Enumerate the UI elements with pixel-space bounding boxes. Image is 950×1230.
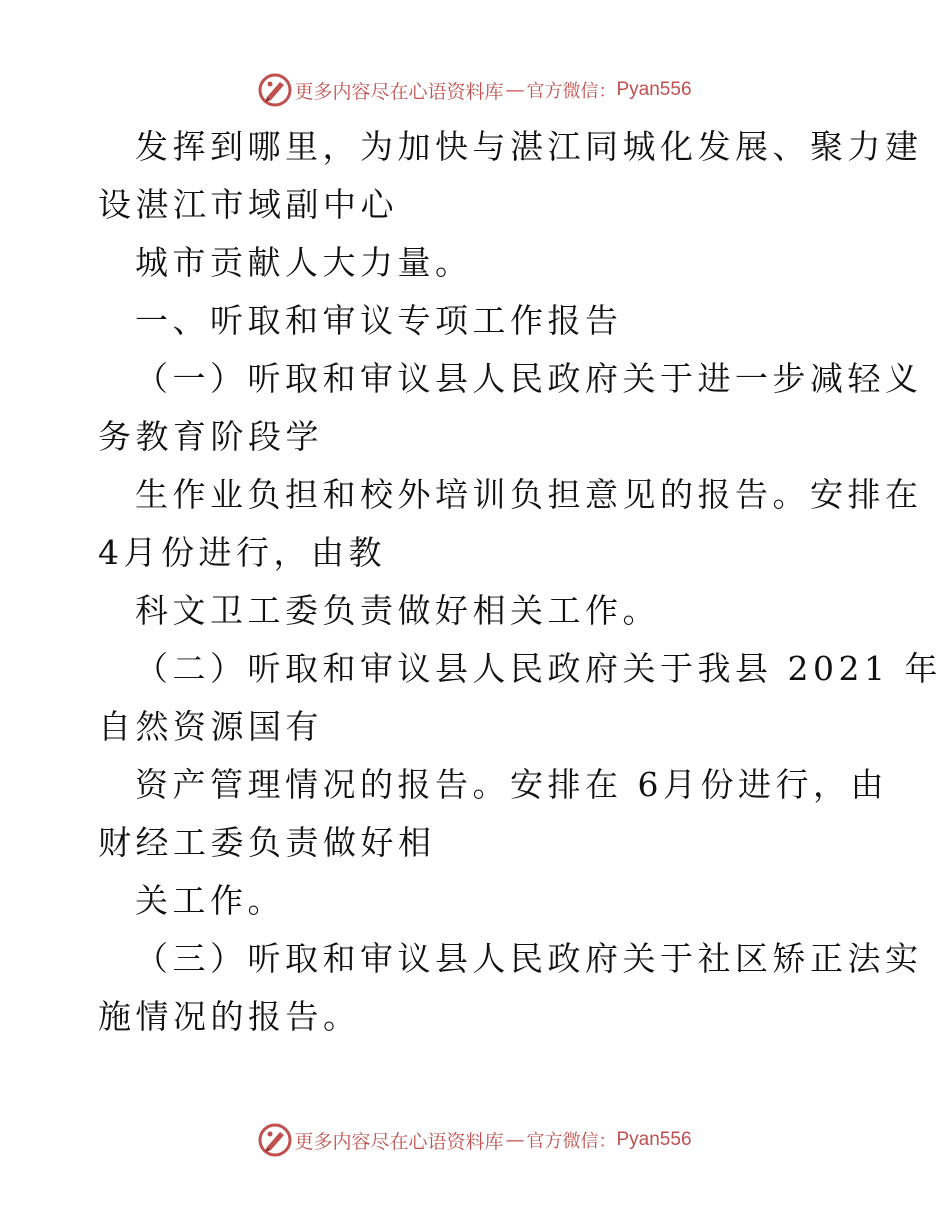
watermark-separator: — bbox=[505, 1129, 525, 1151]
paragraph-line: 科文卫工委负责做好相关工作。 bbox=[135, 591, 660, 630]
pen-logo-icon bbox=[258, 1123, 292, 1157]
paragraph-line: 设湛江市域副中心 bbox=[98, 185, 398, 224]
watermark-brand-text: 更多内容尽在心语资料库 bbox=[294, 80, 504, 103]
watermark-wechat-id: Pyan556 bbox=[616, 1129, 692, 1150]
paragraph-line: 4月份进行，由教 bbox=[98, 533, 386, 572]
watermark-wechat-id: Pyan556 bbox=[616, 79, 692, 100]
document-body bbox=[98, 118, 942, 1046]
paragraph-line: 生作业负担和校外培训负担意见的报告。安排在 bbox=[135, 475, 923, 514]
paragraph-line: 务教育阶段学 bbox=[98, 417, 323, 456]
paragraph-line: 城市贡献人大力量。 bbox=[135, 243, 473, 282]
section-heading: 一、听取和审议专项工作报告 bbox=[135, 301, 623, 340]
header-watermark bbox=[0, 70, 950, 110]
watermark-separator: — bbox=[505, 79, 525, 101]
paragraph-line: 关工作。 bbox=[135, 881, 285, 920]
paragraph-line: （二）听取和审议县人民政府关于我县 2021 年 bbox=[135, 649, 942, 688]
paragraph-line: 财经工委负责做好相 bbox=[98, 823, 436, 862]
paragraph-line: 自然资源国有 bbox=[98, 707, 323, 746]
paragraph-line: 施情况的报告。 bbox=[98, 997, 361, 1036]
paragraph-line: 资产管理情况的报告。安排在 6月份进行，由 bbox=[135, 765, 888, 804]
footer-watermark bbox=[0, 1120, 950, 1160]
paragraph-line: 发挥到哪里，为加快与湛江同城化发展、聚力建 bbox=[135, 127, 923, 166]
paragraph-line: （一）听取和审议县人民政府关于进一步减轻义 bbox=[135, 359, 923, 398]
watermark-wechat-label: 官方微信： bbox=[526, 81, 617, 102]
watermark-wechat-label: 官方微信： bbox=[526, 1131, 617, 1152]
paragraph-line: （三）听取和审议县人民政府关于社区矫正法实 bbox=[135, 939, 923, 978]
watermark-brand-text: 更多内容尽在心语资料库 bbox=[294, 1130, 504, 1153]
pen-logo-icon bbox=[258, 73, 292, 107]
